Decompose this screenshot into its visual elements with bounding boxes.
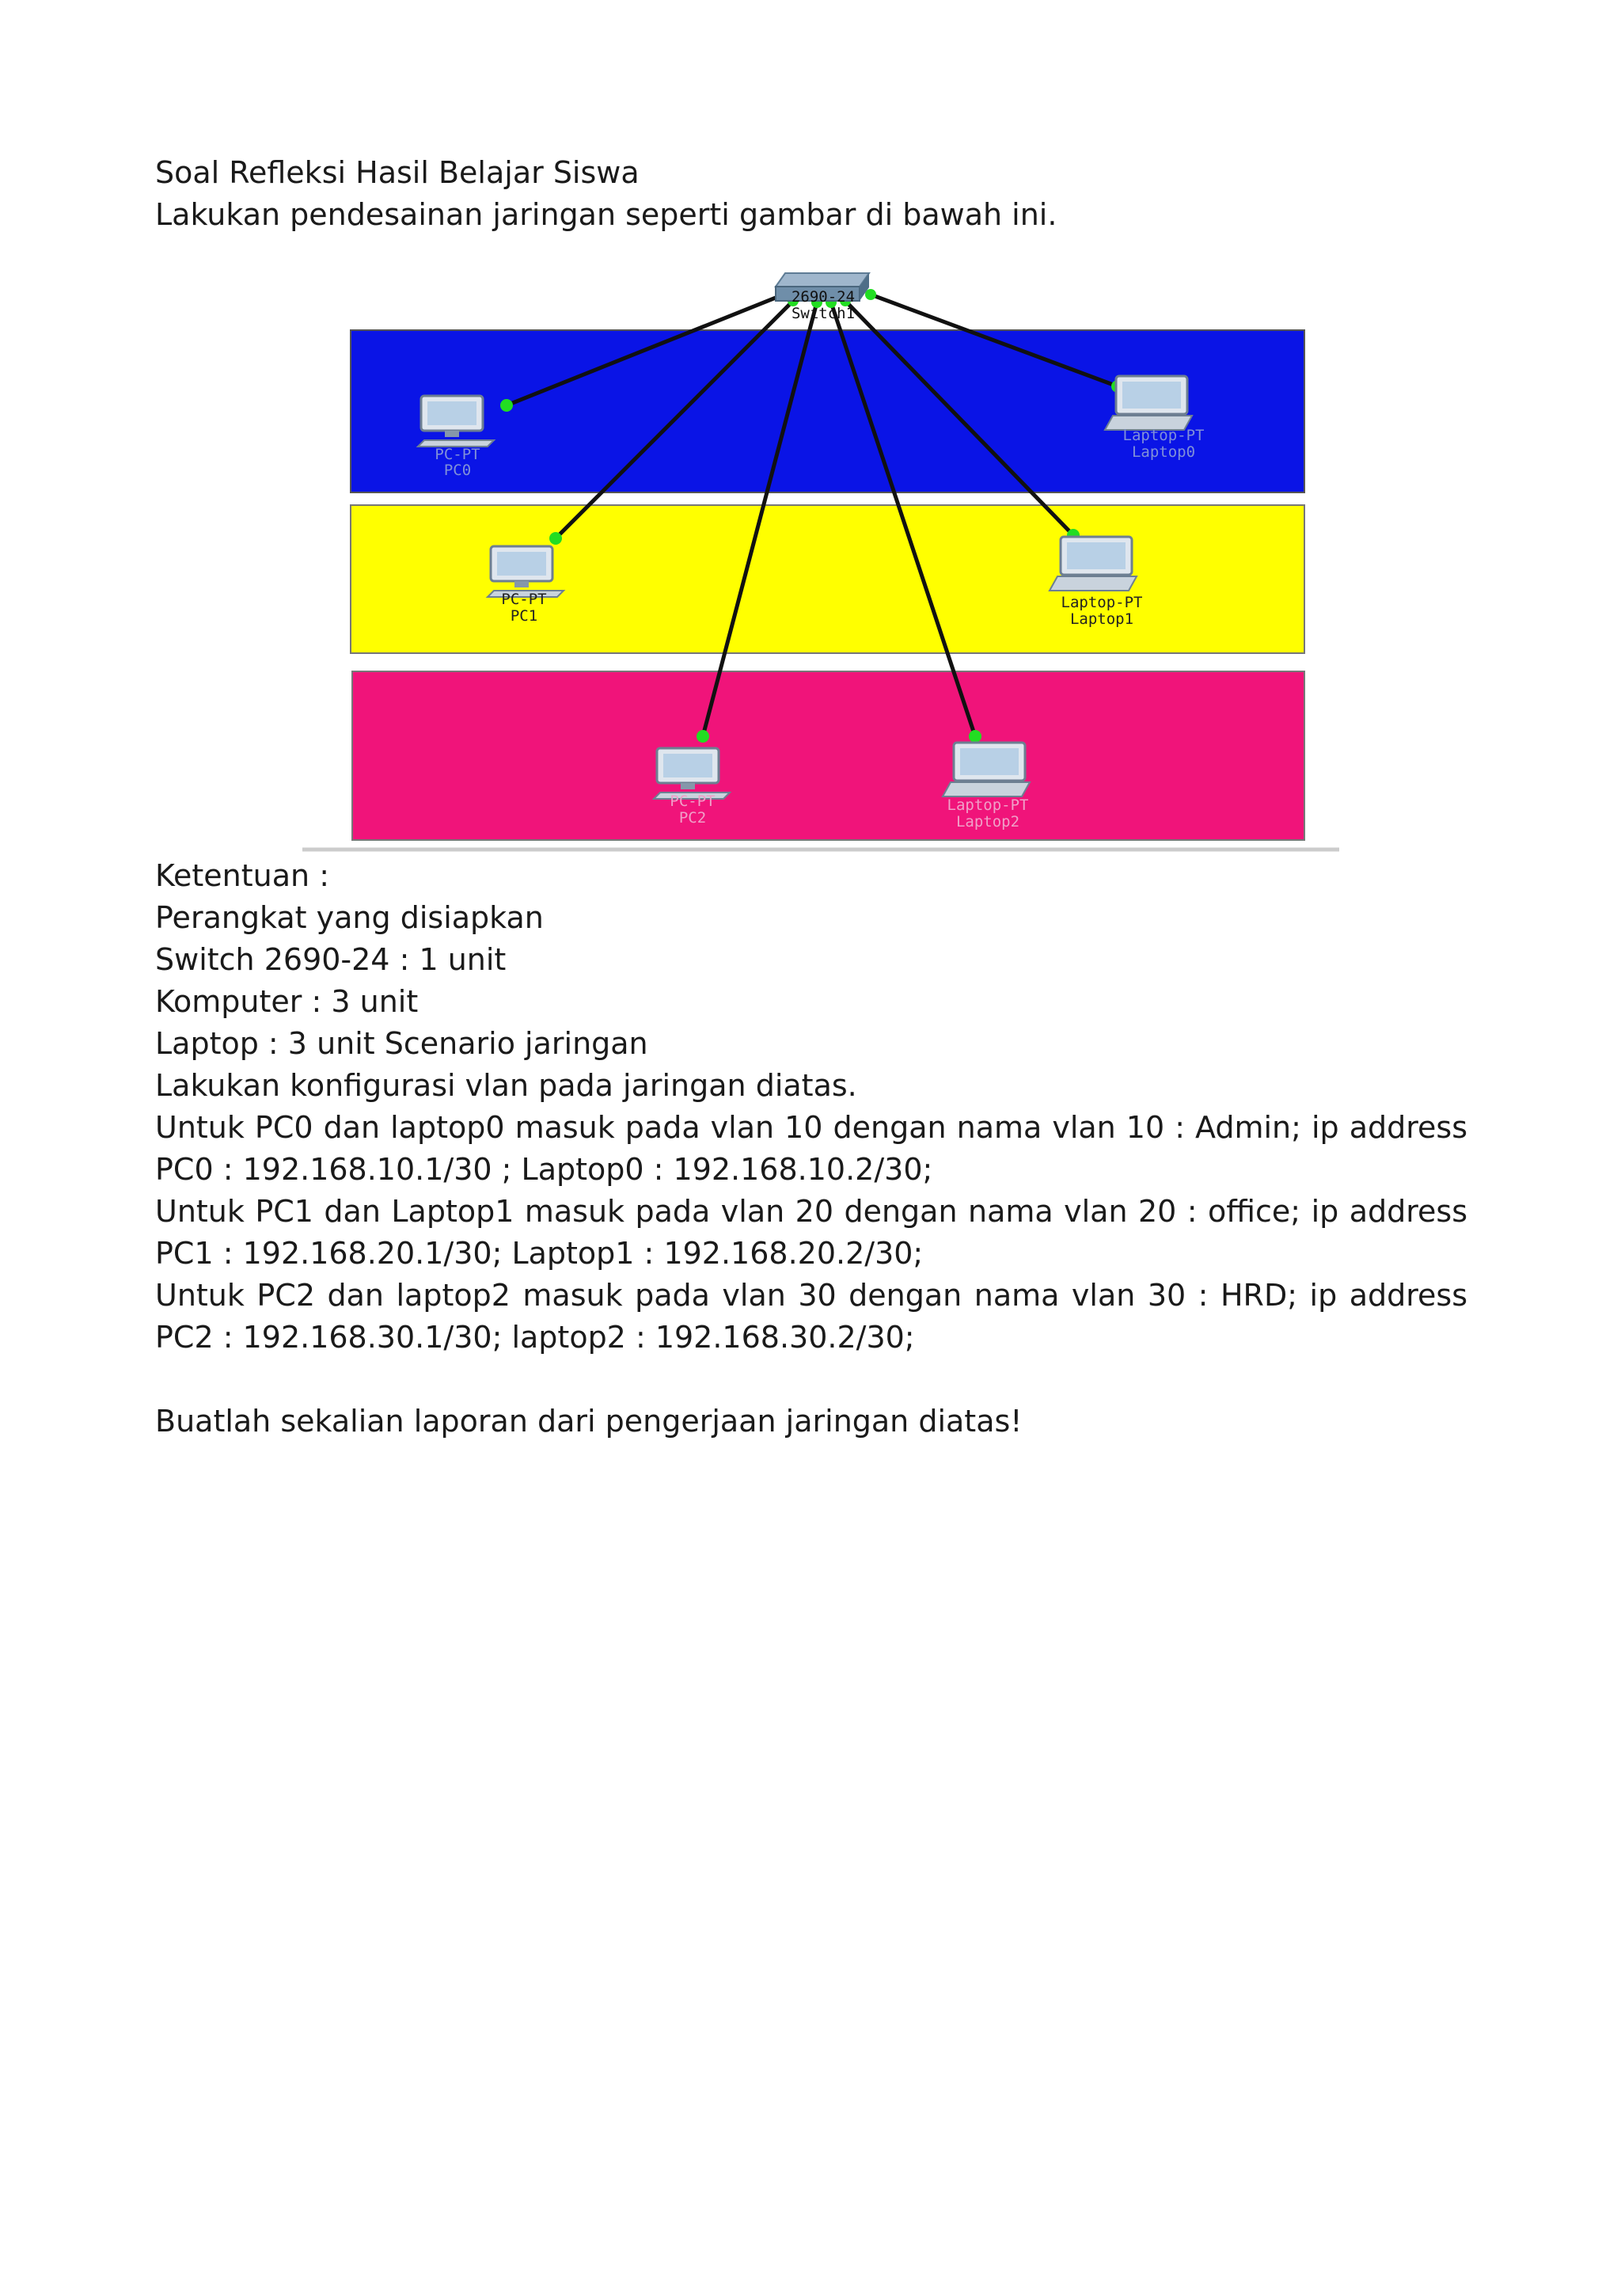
vlan10-description: Untuk PC0 dan laptop0 masuk pada vlan 10 dengan nama vlan 10 : Admin; ip address: [155, 1110, 1467, 1145]
laptop1-name-label: Laptop1: [1069, 610, 1134, 628]
computer-count: Komputer : 3 unit: [155, 984, 419, 1019]
vlan30-band: [352, 671, 1304, 840]
port-laptop2: [969, 730, 981, 743]
laptop2-type-label: Laptop-PT: [947, 796, 1029, 814]
config-instruction: Lakukan konfigurasi vlan pada jaringan diatas.: [155, 1068, 857, 1103]
laptop2-icon: [943, 743, 1030, 796]
pc0-name-label: PC0: [443, 462, 472, 479]
laptop1-icon: [1050, 537, 1137, 591]
devices-heading: Perangkat yang disiapkan: [155, 900, 544, 935]
page-heading: Soal Refleksi Hasil Belajar Siswa: [155, 155, 640, 190]
vlan20-addresses: PC1 : 192.168.20.1/30; Laptop1 : 192.168.20.2/30;: [155, 1236, 924, 1271]
laptop-count: Laptop : 3 unit Scenario jaringan: [155, 1026, 648, 1061]
pc1-type-label: PC-PT: [501, 591, 547, 608]
pc1-name-label: PC1: [510, 607, 538, 625]
laptop0-icon: [1105, 376, 1192, 430]
switch-count: Switch 2690-24 : 1 unit: [155, 942, 507, 977]
pc2-name-label: PC2: [678, 809, 707, 827]
page-instruction: Lakukan pendesainan jaringan seperti gambar di bawah ini.: [155, 197, 1057, 232]
switch-model-label: 2690-24: [791, 288, 856, 306]
ketentuan-label: Ketentuan :: [155, 858, 330, 893]
vlan20-description: Untuk PC1 dan Laptop1 masuk pada vlan 20 dengan nama vlan 20 : office; ip address: [155, 1194, 1467, 1229]
vlan30-description: Untuk PC2 dan laptop2 masuk pada vlan 30 dengan nama vlan 30 : HRD; ip address: [155, 1278, 1467, 1313]
vlan10-addresses: PC0 : 192.168.10.1/30 ; Laptop0 : 192.168.10.2/30;: [155, 1152, 933, 1187]
vlan30-addresses: PC2 : 192.168.30.1/30; laptop2 : 192.168.30.2/30;: [155, 1320, 915, 1355]
network-diagram: [301, 253, 1346, 855]
laptop1-type-label: Laptop-PT: [1061, 594, 1143, 611]
laptop0-name-label: Laptop0: [1131, 443, 1196, 461]
port-pc2: [697, 730, 709, 743]
pc0-type-label: PC-PT: [435, 446, 480, 463]
port-pc0: [500, 399, 513, 412]
laptop0-type-label: Laptop-PT: [1122, 427, 1205, 444]
closing-instruction: Buatlah sekalian laporan dari pengerjaan jaringan diatas!: [155, 1404, 1023, 1439]
port-pc1: [549, 532, 562, 545]
switch-name-label: Switch1: [791, 305, 856, 322]
laptop2-name-label: Laptop2: [955, 813, 1020, 831]
pc2-type-label: PC-PT: [670, 793, 716, 810]
